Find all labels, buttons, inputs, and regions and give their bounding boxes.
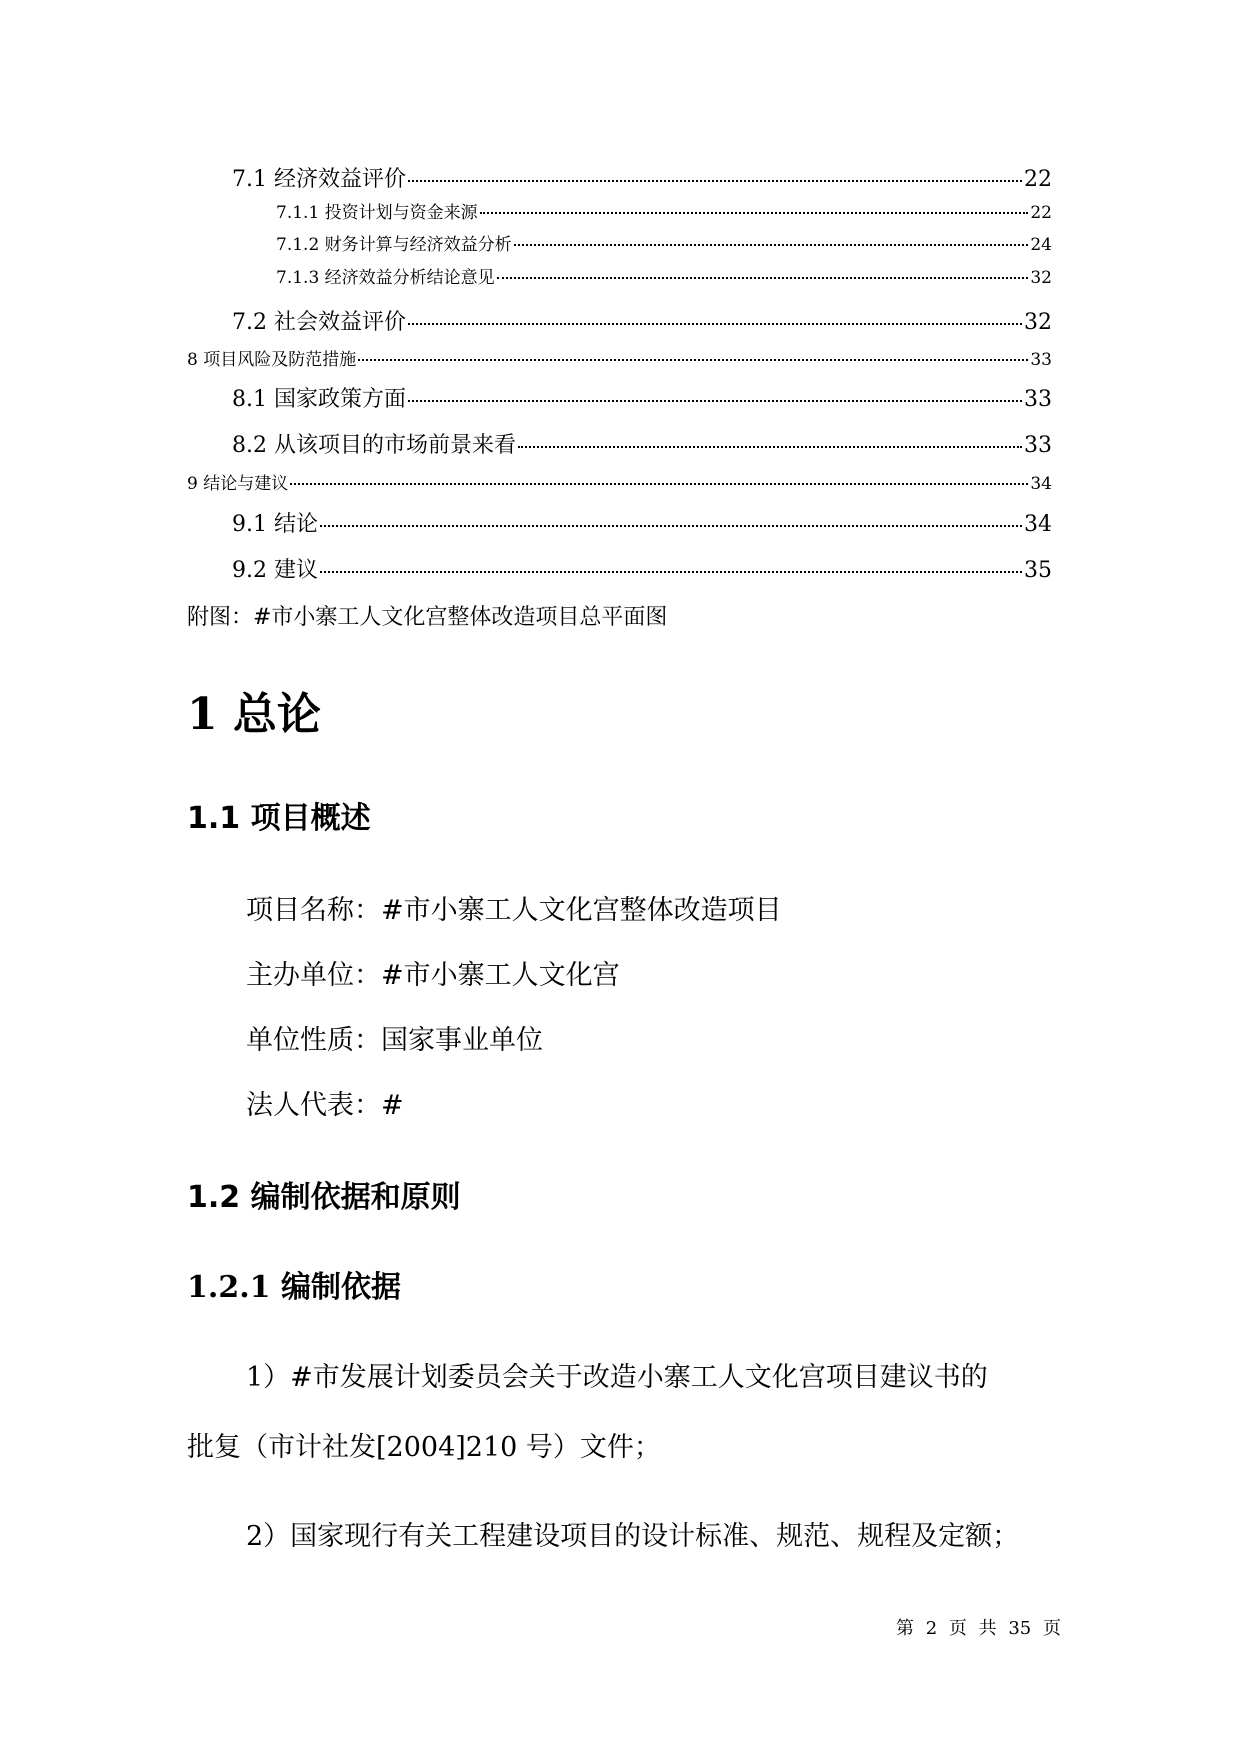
- toc-entry[interactable]: [232, 428, 1052, 459]
- subsection-heading: 1.2.1 编制依据: [187, 1270, 401, 1305]
- toc-entry[interactable]: [276, 198, 1052, 223]
- appendix-line: 附图：#市小寨工人文化宫整体改造项目总平面图: [187, 605, 668, 630]
- toc-page-number: 22: [1030, 203, 1052, 223]
- toc-leader: [408, 400, 1022, 402]
- toc-leader: [290, 483, 1028, 485]
- toc-leader: [497, 277, 1029, 279]
- toc-page-number: 24: [1030, 235, 1052, 255]
- toc-page-number: 33: [1030, 350, 1052, 370]
- toc-entry[interactable]: [232, 382, 1052, 413]
- toc-entry[interactable]: [232, 507, 1052, 538]
- paragraph-line: 1）#市发展计划委员会关于改造小寨工人文化宫项目建议书的: [246, 1362, 988, 1393]
- toc-page-number: 32: [1030, 268, 1052, 288]
- section-heading: 1.1 项目概述: [187, 801, 371, 836]
- toc-entry-label: 8.2 从该项目的市场前景来看: [232, 433, 516, 458]
- toc-entry-label: 8 项目风险及防范措施: [187, 350, 357, 370]
- toc-page-number: 33: [1024, 387, 1052, 412]
- chapter-title: 1 总论: [187, 689, 321, 740]
- toc-leader: [320, 571, 1022, 573]
- toc-leader: [518, 446, 1022, 448]
- section-heading: 1.2 编制依据和原则: [187, 1180, 461, 1215]
- toc-entry-label: 9 结论与建议: [187, 474, 289, 494]
- toc-leader: [320, 525, 1022, 527]
- toc-page-number: 34: [1024, 512, 1052, 537]
- toc-entry[interactable]: [187, 469, 1052, 494]
- toc-entry-label: 7.1.2 财务计算与经济效益分析: [276, 235, 512, 255]
- unit-nature-line: 单位性质：国家事业单位: [246, 1025, 543, 1056]
- toc-leader: [408, 180, 1022, 182]
- toc-entry-label: 9.1 结论: [232, 512, 318, 537]
- toc-page-number: 33: [1024, 433, 1052, 458]
- legal-rep-line: 法人代表：#: [246, 1090, 404, 1121]
- toc-leader: [514, 244, 1029, 246]
- toc-leader: [408, 323, 1022, 325]
- toc-entry-label: 9.2 建议: [232, 558, 318, 583]
- page-footer: 第 2 页 共 35 页: [896, 1618, 1061, 1639]
- toc-entry[interactable]: [276, 230, 1052, 255]
- toc-page-number: 35: [1024, 558, 1052, 583]
- toc-entry[interactable]: [232, 305, 1052, 336]
- toc-entry-label: 7.1.3 经济效益分析结论意见: [276, 268, 495, 288]
- toc-entry[interactable]: [232, 553, 1052, 584]
- toc-page-number: 22: [1024, 167, 1052, 192]
- paragraph-line: 2）国家现行有关工程建设项目的设计标准、规范、规程及定额；: [246, 1521, 1020, 1552]
- toc-entry[interactable]: [276, 263, 1052, 288]
- toc-leader: [358, 359, 1028, 361]
- toc-entry-label: 7.1.1 投资计划与资金来源: [276, 203, 478, 223]
- toc-entry-label: 7.2 社会效益评价: [232, 310, 406, 335]
- host-unit-line: 主办单位：#市小寨工人文化宫: [246, 960, 620, 991]
- toc-entry-label: 7.1 经济效益评价: [232, 167, 406, 192]
- toc-entry[interactable]: [232, 162, 1052, 193]
- toc-page-number: 32: [1024, 310, 1052, 335]
- project-name-line: 项目名称：#市小寨工人文化宫整体改造项目: [246, 895, 782, 926]
- toc-leader: [480, 212, 1029, 214]
- toc-page-number: 34: [1030, 474, 1052, 494]
- toc-entry-label: 8.1 国家政策方面: [232, 387, 406, 412]
- toc-entry[interactable]: [187, 345, 1052, 370]
- paragraph-line: 批复（市计社发[2004]210 号）文件；: [187, 1432, 661, 1463]
